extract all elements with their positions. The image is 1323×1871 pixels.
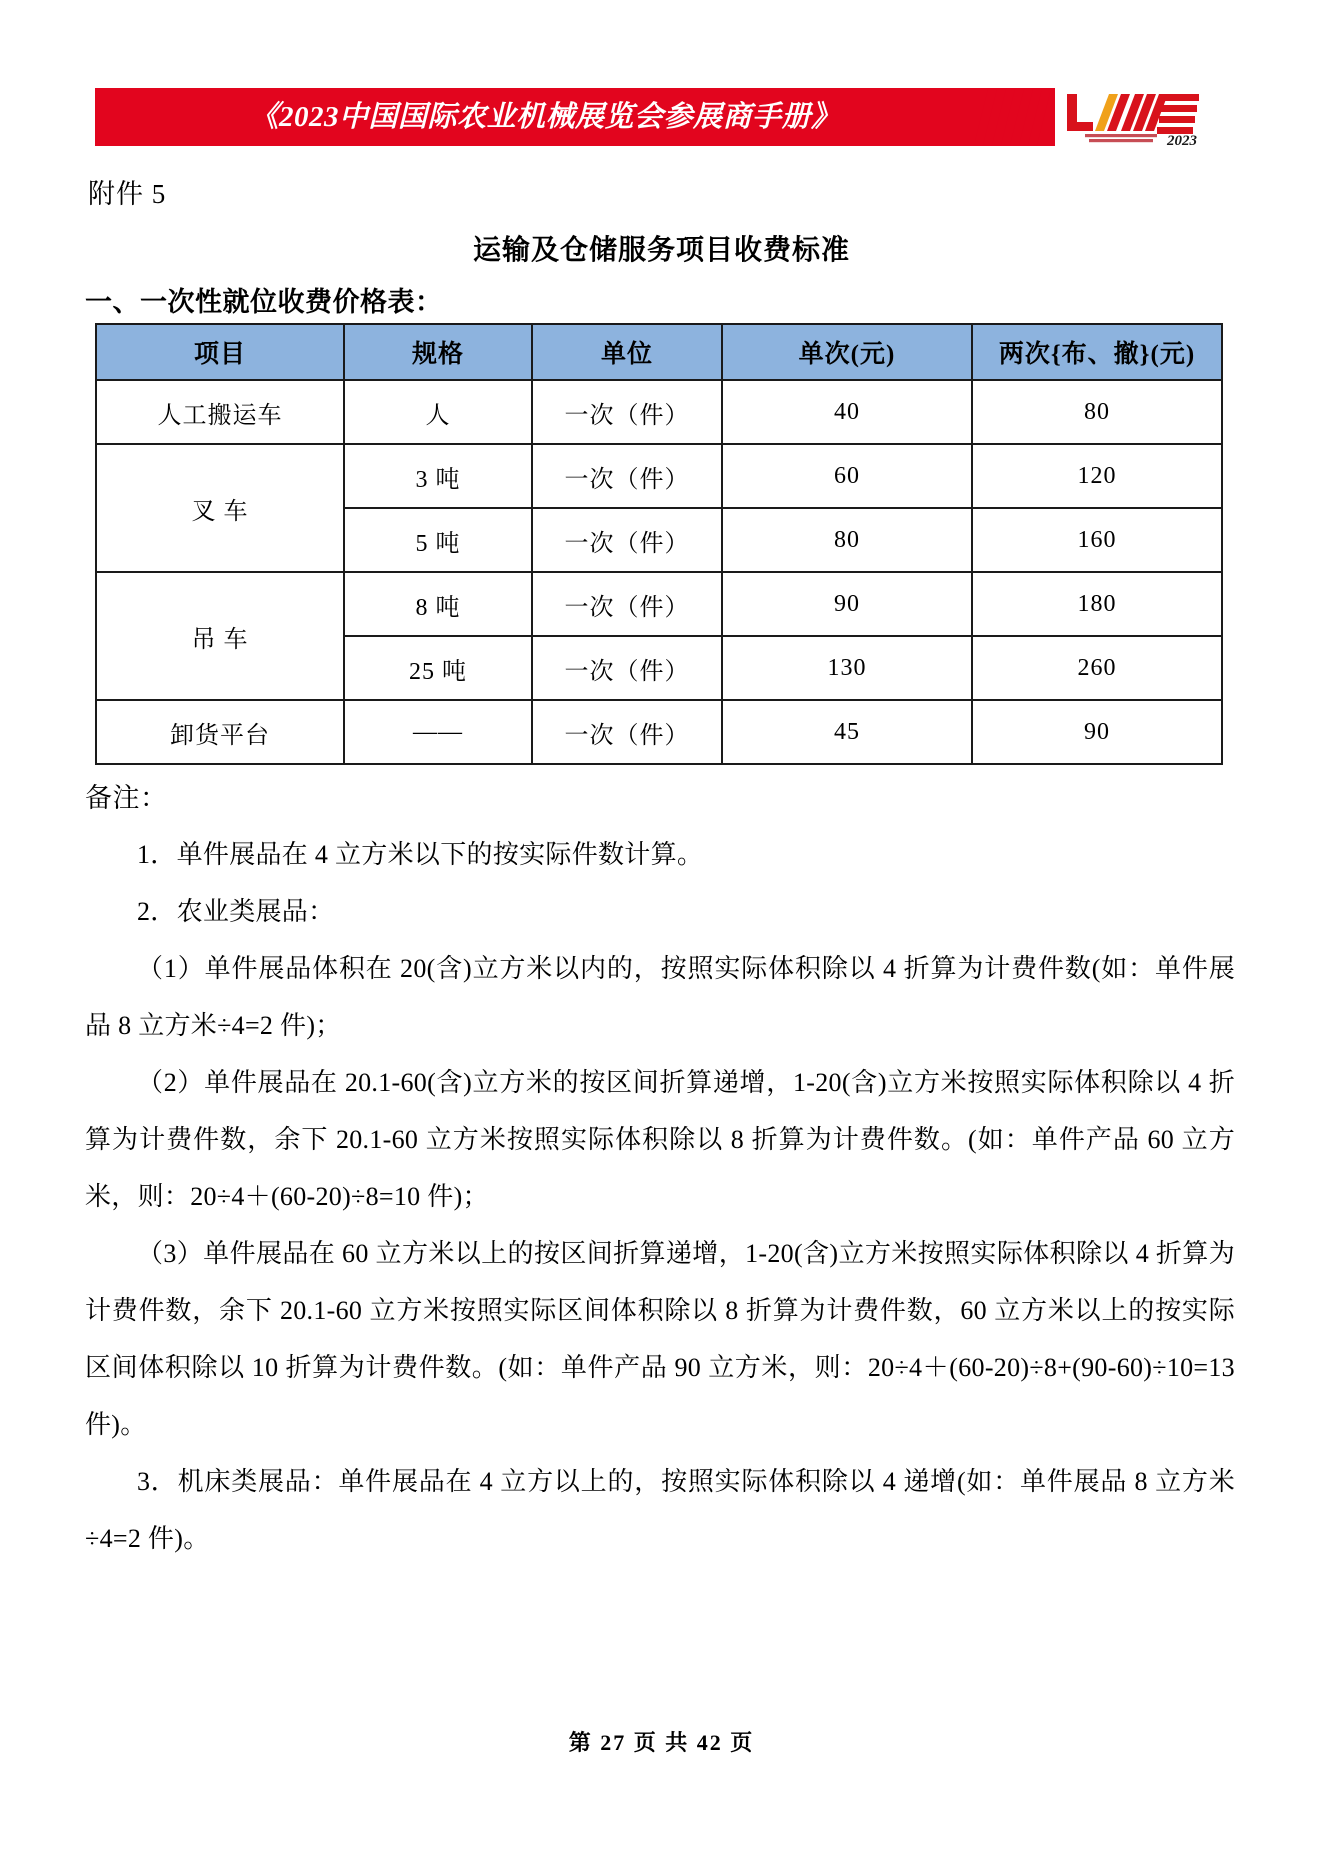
table-row xyxy=(96,572,1222,636)
attachment-number: 附件 5 xyxy=(88,179,167,209)
column-header-unit: 单位 xyxy=(532,324,722,380)
cell-item: 人工搬运车 xyxy=(96,380,344,444)
cell-unit: 一次（件） xyxy=(532,572,722,636)
note-item-2-1: （1）单件展品体积在 20(含)立方米以内的，按照实际体积除以 4 折算为计费件数(如：单件展品 8 立方米÷4=2 件)； xyxy=(85,954,1235,1040)
cell-spec: 5 吨 xyxy=(344,508,532,572)
column-header-item: 项目 xyxy=(96,324,344,380)
cell-unit: 一次（件） xyxy=(532,508,722,572)
page-footer: 第 27 页 共 42 页 xyxy=(568,1730,755,1755)
cell-item: 叉 车 xyxy=(96,444,344,572)
cell-unit: 一次（件） xyxy=(532,700,722,764)
cell-single-price: 130 xyxy=(722,636,972,700)
page-title: 运输及仓储服务项目收费标准 xyxy=(472,235,850,266)
cell-item: 吊 车 xyxy=(96,572,344,700)
cell-double-price: 260 xyxy=(972,636,1222,700)
cell-spec: 人 xyxy=(344,380,532,444)
column-header-double: 两次{布、撤}(元) xyxy=(972,324,1222,380)
cell-spec: 3 吨 xyxy=(344,444,532,508)
ciame-logo xyxy=(1063,84,1208,146)
table-row xyxy=(96,444,1222,508)
note-item-2-2: （2）单件展品在 20.1-60(含)立方米的按区间折算递增，1-20(含)立方米按照实际体积除以 4 折算为计费件数，余下 20.1-60 立方米按照实际体积除以 8 折算为计费件数。(如：单件产品 60 立方米，则：20÷4＋(60-20)÷8=10 件)； xyxy=(85,1068,1235,1211)
banner-title: 《2023中国国际农业机械展览会参展商手册》 xyxy=(249,101,841,133)
cell-unit: 一次（件） xyxy=(532,380,722,444)
svg-text:2023: 2023 xyxy=(1167,133,1197,146)
cell-spec: 8 吨 xyxy=(344,572,532,636)
note-item-2-3: （3）单件展品在 60 立方米以上的按区间折算递增，1-20(含)立方米按照实际体积除以 4 折算为计费件数，余下 20.1-60 立方米按照实际区间体积除以 8 折算为计费件数，60 立方米以上的按实际区间体积除以 10 折算为计费件数。(如：单件产品 90 立方米，则：20÷4＋(60-20)÷8+(90-60)÷10=13 件)。 xyxy=(85,1239,1235,1439)
cell-single-price: 45 xyxy=(722,700,972,764)
cell-spec: —— xyxy=(344,700,532,764)
cell-double-price: 120 xyxy=(972,444,1222,508)
table-row xyxy=(96,380,1222,444)
cell-spec: 25 吨 xyxy=(344,636,532,700)
notes-section xyxy=(85,770,1235,1567)
note-item-2: 2．农业类展品： xyxy=(137,897,335,926)
section-heading: 一、一次性就位收费价格表： xyxy=(85,287,443,317)
cell-single-price: 90 xyxy=(722,572,972,636)
price-table xyxy=(95,323,1223,765)
table-header-row xyxy=(96,324,1222,380)
column-header-single: 单次(元) xyxy=(722,324,972,380)
table-body xyxy=(96,380,1222,764)
cell-unit: 一次（件） xyxy=(532,636,722,700)
note-item-1: 1．单件展品在 4 立方米以下的按实际件数计算。 xyxy=(137,840,704,869)
cell-single-price: 80 xyxy=(722,508,972,572)
cell-single-price: 40 xyxy=(722,380,972,444)
cell-double-price: 90 xyxy=(972,700,1222,764)
cell-double-price: 80 xyxy=(972,380,1222,444)
note-item-3: 3．机床类展品：单件展品在 4 立方以上的，按照实际体积除以 4 递增(如：单件展品 8 立方米÷4=2 件)。 xyxy=(85,1467,1235,1553)
notes-label: 备注： xyxy=(85,783,168,813)
cell-double-price: 160 xyxy=(972,508,1222,572)
column-header-spec: 规格 xyxy=(344,324,532,380)
cell-item: 卸货平台 xyxy=(96,700,344,764)
cell-double-price: 180 xyxy=(972,572,1222,636)
cell-single-price: 60 xyxy=(722,444,972,508)
table-row xyxy=(96,700,1222,764)
cell-unit: 一次（件） xyxy=(532,444,722,508)
